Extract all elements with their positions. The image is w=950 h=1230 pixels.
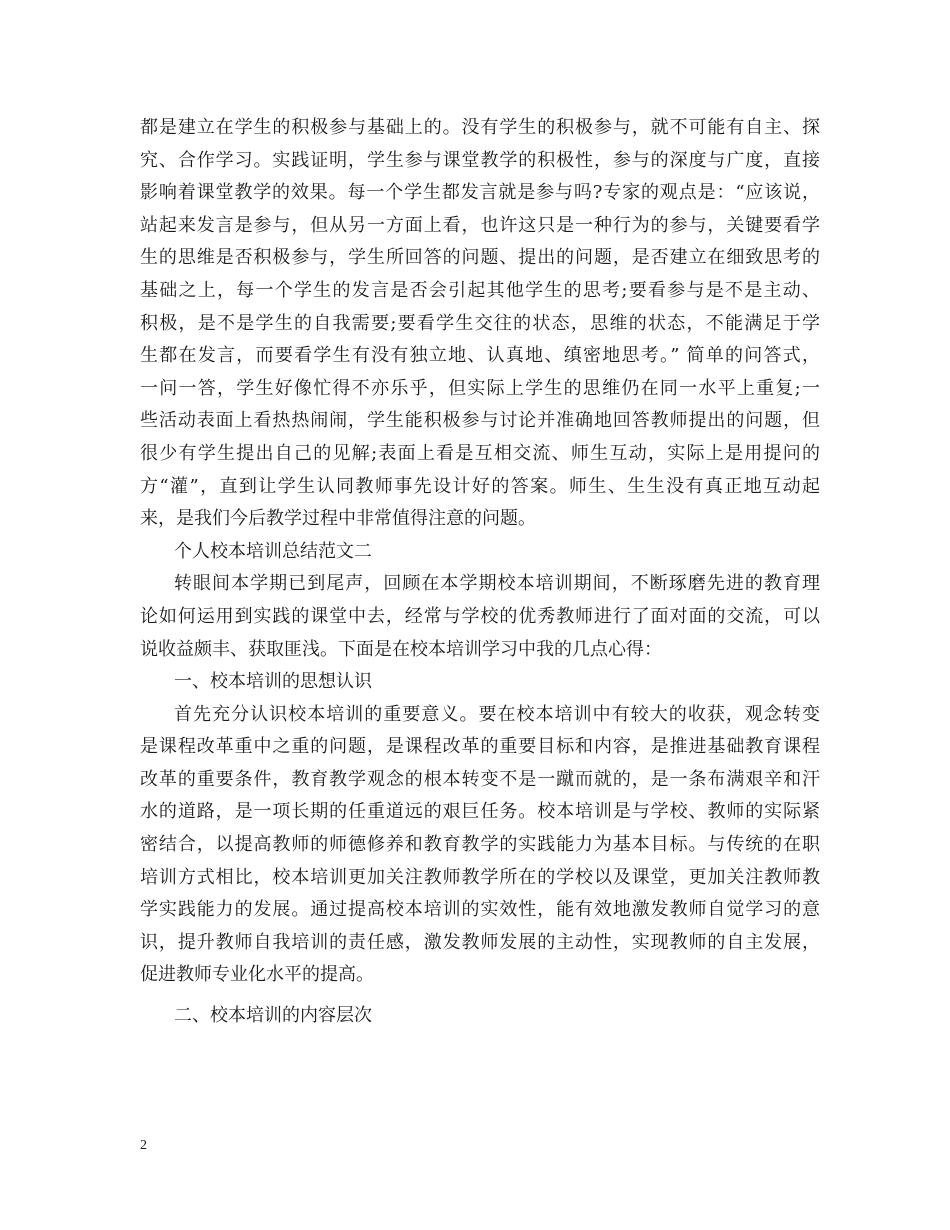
text-line: 改革的重要条件，教育教学观念的根本转变不是一蹴而就的，是一条布满艰辛和汗 [140,768,820,790]
section-title: 个人校本培训总结范文二 [174,540,372,562]
text-line: 一问一答，学生好像忙得不亦乐乎，但实际上学生的思维仍在同一水平上重复;一 [140,377,820,399]
text-line: 方“灌”，直到让学生认同教师事先设计好的答案。师生、生生没有真正地互动起 [140,475,820,497]
paragraph-spacer [140,992,820,1000]
text-line: 些活动表面上看热热闹闹，学生能积极参与讨论并准确地回答教师提出的问题，但 [140,410,820,432]
text-line: 影响着课堂教学的效果。每一个学生都发言就是参与吗?专家的观点是：“应该说， [140,182,820,204]
text-line: 首先充分认识校本培训的重要意义。要在校本培训中有较大的收获，观念转变 [174,703,820,725]
text-line: 学实践能力的发展。通过提高校本培训的实效性，能有效地激发教师自觉学习的意 [140,899,820,921]
text-line: 水的道路，是一项长期的任重道远的艰巨任务。校本培训是与学校、教师的实际紧 [140,801,820,823]
text-line: 论如何运用到实践的课堂中去，经常与学校的优秀教师进行了面对面的交流，可以 [140,605,820,627]
text-line: 很少有学生提出自己的见解;表面上看是互相交流、师生互动，实际上是用提问的 [140,442,820,464]
text-line: 积极，是不是学生的自我需要;要看学生交往的状态，思维的状态，不能满足于学 [140,312,820,334]
page-number: 2 [140,1138,147,1153]
text-line: 培训方式相比，校本培训更加关注教师教学所在的学校以及课堂，更加关注教师教 [140,866,820,888]
text-line: 是课程改革重中之重的问题，是课程改革的重要目标和内容，是推进基础教育课程 [140,736,820,758]
text-line: 究、合作学习。实践证明，学生参与课堂教学的积极性，参与的深度与广度，直接 [140,149,820,171]
body-text [140,112,820,1033]
text-line: 密结合，以提高教师的师德修养和教育教学的实践能力为基本目标。与传统的在职 [140,834,820,856]
text-line: 基础之上，每一个学生的发言是否会引起其他学生的思考;要看参与是不是主动、 [140,279,820,301]
text-line: 来，是我们今后教学过程中非常值得注意的问题。 [140,508,536,530]
text-line: 生都在发言，而要看学生有没有独立地、认真地、缜密地思考。” 简单的问答式， [140,345,820,367]
text-line: 都是建立在学生的积极参与基础上的。没有学生的积极参与，就不可能有自主、探 [140,117,820,138]
text-line: 转眼间本学期已到尾声，回顾在本学期校本培训期间，不断琢磨先进的教育理 [174,573,820,595]
section-heading: 二、校本培训的内容层次 [174,1005,372,1027]
text-line: 促进教师专业化水平的提高。 [140,964,374,986]
text-line: 生的思维是否积极参与，学生所回答的问题、提出的问题，是否建立在细致思考的 [140,247,820,269]
text-line: 站起来发言是参与，但从另一方面上看，也许这只是一种行为的参与，关键要看学 [140,214,820,236]
section-heading: 一、校本培训的思想认识 [174,671,372,693]
text-line: 识，提升教师自我培训的责任感，激发教师发展的主动性，实现教师的自主发展， [140,931,820,953]
text-line: 说收益颇丰、获取匪浅。下面是在校本培训学习中我的几点心得： [140,638,662,660]
